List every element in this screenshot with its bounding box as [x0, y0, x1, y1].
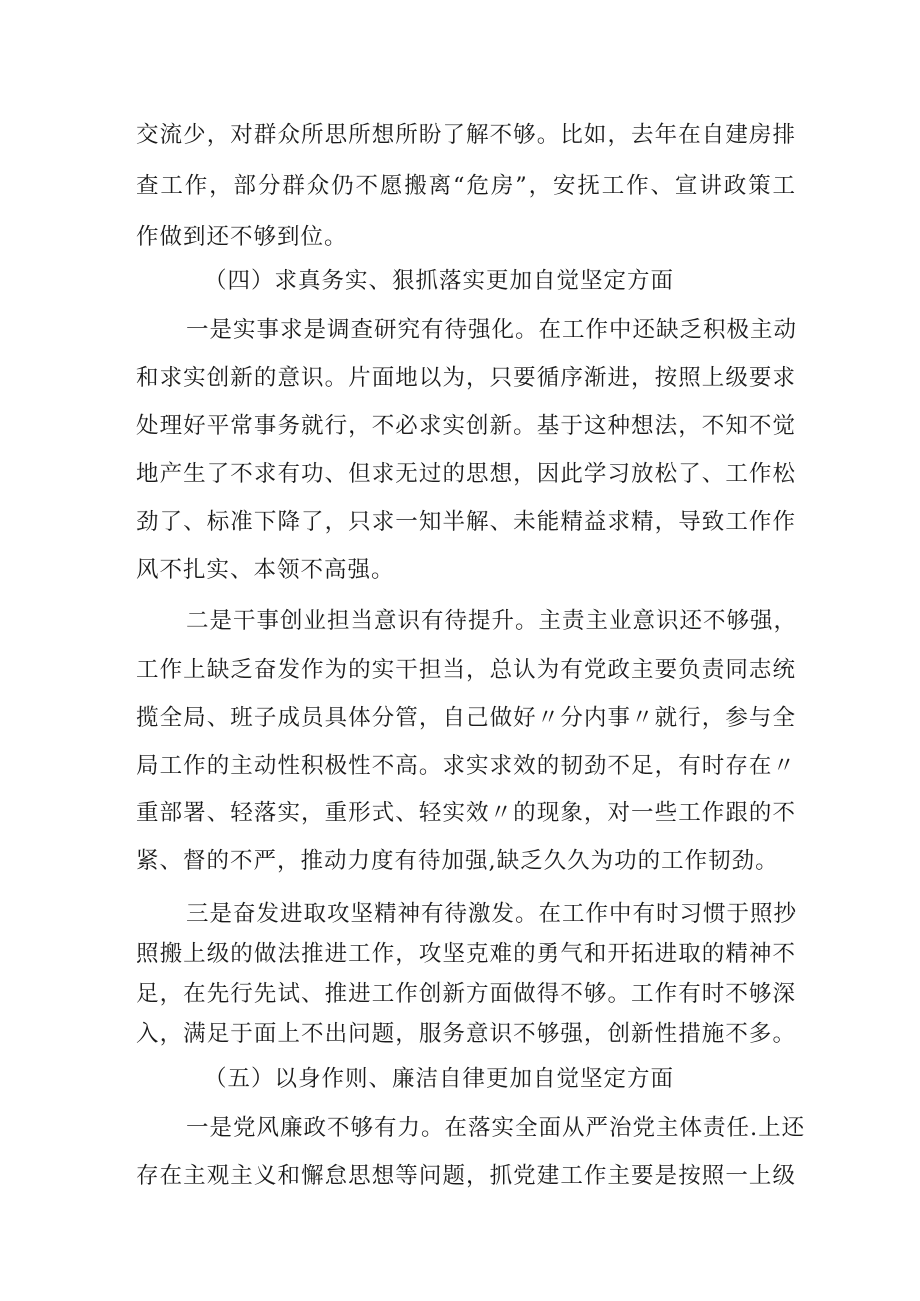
text-line: 作做到还不够到位。 [136, 224, 348, 250]
text-line: 和求实创新的意识。片面地以为，只要循序渐进，按照上级要求 [136, 365, 796, 391]
text-line: 地产生了不求有功、但求无过的思想，因此学习放松了、工作松 [136, 461, 796, 487]
text-line: 二是干事创业担当意识有待提升。主责主业意识还不够强， [186, 608, 798, 634]
text-line: 三是奋发进取攻坚精神有待激发。在工作中有时习惯于照抄 [186, 901, 798, 927]
text-line: 交流少，对群众所思所想所盼了解不够。比如，去年在自建房排 [136, 122, 796, 148]
text-line: 一是党风廉政不够有力。在落实全面从严治党主体责任.上还 [186, 1115, 806, 1141]
text-line: 重部署、轻落实，重形式、轻实效〃的现象，对一些工作跟的不 [136, 800, 796, 826]
section-heading-5: （五）以身作则、廉洁自律更加自觉坚定方面 [204, 1066, 675, 1092]
section-heading-4: （四）求真务实、狠抓落实更加自觉坚定方面 [204, 268, 675, 294]
text-line: 劲了、标准下降了，只求一知半解、未能精益求精，导致工作作 [136, 509, 796, 535]
text-line: 查工作，部分群众仍不愿搬离“危房”，安抚工作、宣讲政策工 [136, 173, 796, 199]
text-line: 足，在先行先试、推进工作创新方面做得不够。工作有时不够深 [136, 981, 796, 1007]
text-line: 一是实事求是调查研究有待强化。在工作中还缺乏积极主动 [186, 317, 798, 343]
text-line: 揽全局、班子成员具体分管，自己做好〃分内事〃就行，参与全 [136, 705, 796, 731]
text-line: 存在主观主义和懈怠思想等问题，抓党建工作主要是按照一上级 [136, 1163, 796, 1189]
text-line: 紧、督的不严，推动力度有待加强,缺乏久久为功的工作韧劲。 [136, 848, 779, 874]
text-line: 风不扎实、本领不高强。 [136, 557, 395, 583]
text-line: 局工作的主动性积极性不高。求实求效的韧劲不足，有时存在〃 [136, 753, 796, 779]
text-line: 入，满足于面上不出问题，服务意识不够强，创新性措施不多。 [136, 1021, 796, 1047]
text-line: 处理好平常事务就行，不必求实创新。基于这种想法，不知不觉 [136, 413, 796, 439]
text-line: 照搬上级的做法推进工作，攻坚克难的勇气和开拓进取的精神不 [136, 941, 796, 967]
text-line: 工作上缺乏奋发作为的实干担当，总认为有党政主要负责同志统 [136, 657, 796, 683]
